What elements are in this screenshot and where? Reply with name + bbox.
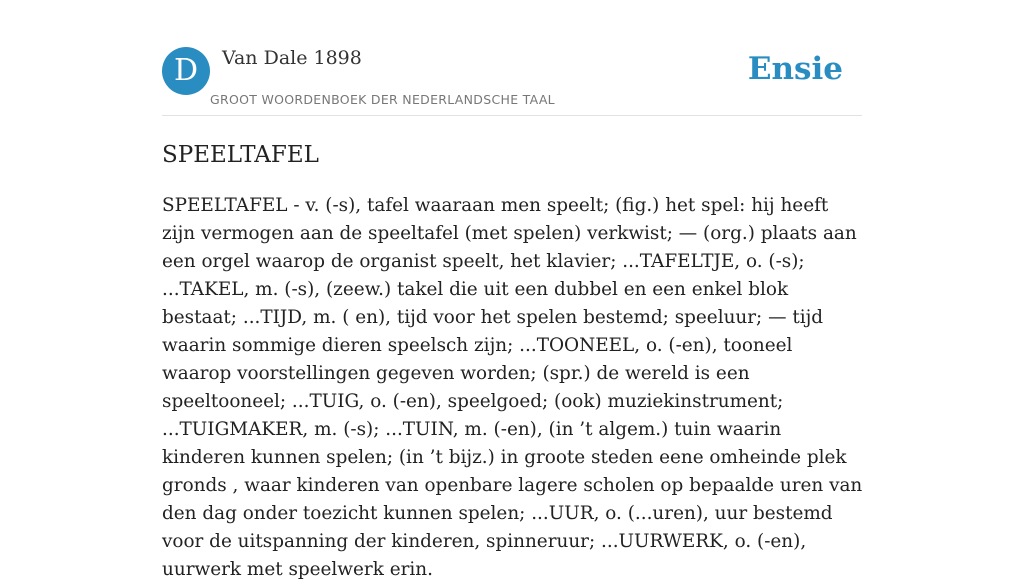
brand-logo-link[interactable]: Ensie xyxy=(747,51,843,87)
header xyxy=(162,46,862,116)
source-subtitle: GROOT WOORDENBOEK DER NEDERLANDSCHE TAAL xyxy=(210,92,555,107)
entry-definition: SPEELTAFEL - v. (-s), tafel waaraan men speelt; (fig.) het spel: hij heeft zijn vermogen aan de speeltafel (met spelen) verkwist; — (org.) plaats aan een orgel waarop de organist speelt, het klavier; ...TAFELTJE, o. (-s); ...TAKEL, m. (-s), (zeew.) takel die uit een dubbel en een enkel blok bestaat; ...TIJD, m. ( en), tijd voor het spelen bestemd; speeluur; — tijd waarin sommige dieren speelsch zijn; ...TOONEEL, o. (-en), tooneel waarop voorstellingen gegeven worden; (spr.) de wereld is een speeltooneel; ...TUIG, o. (-en), speelgoed; (ook) muziekinstrument; ...TUIGMAKER, m. (-s); ...TUIN, m. (-en), (in ’t algem.) tuin waarin kinderen kunnen spelen; (in ’t bijz.) in groote steden eene omheinde plek gronds , waar kinderen van openbare lagere scholen op bepaalde uren van den dag onder toezicht kunnen spelen; ...UUR, o. (...uren), uur bestemd voor de uitspanning der kinderen, spinneruur; ...UURWERK, o. (-en), uurwerk met speelwerk erin. xyxy=(162,195,863,580)
source-logo-icon[interactable]: D xyxy=(162,47,210,95)
entry-headword: SPEELTAFEL xyxy=(162,142,319,168)
source-title-link[interactable]: Van Dale 1898 xyxy=(222,47,362,69)
header-divider xyxy=(162,115,862,116)
